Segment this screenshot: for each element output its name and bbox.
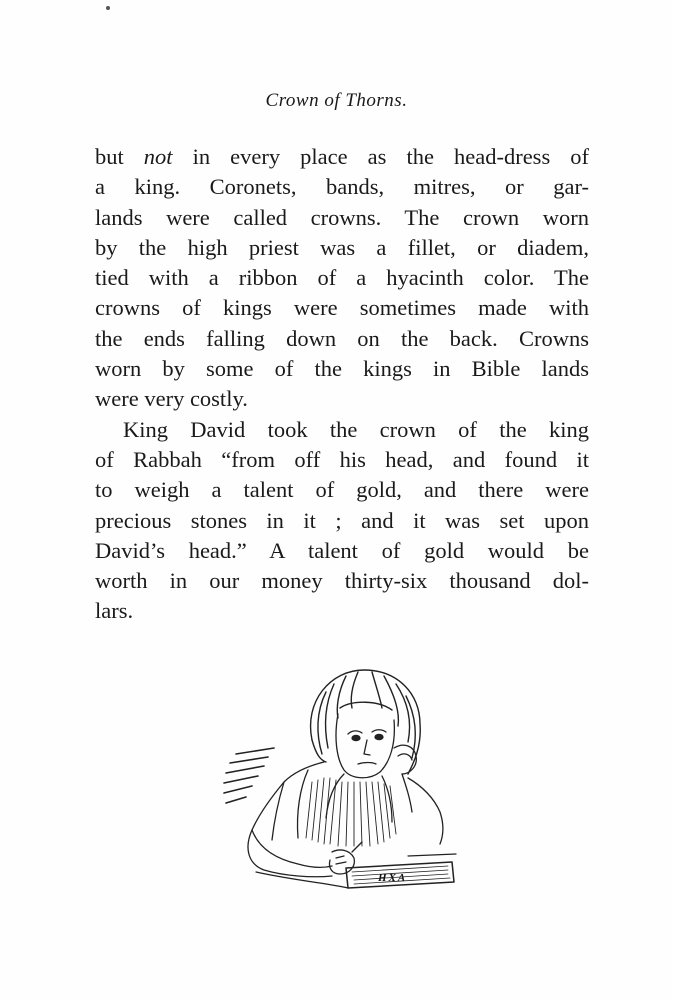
text-line: to weigh a talent of gold, and there were — [95, 477, 589, 503]
text-line: crowns of kings were sometimes made with — [95, 295, 589, 321]
motion-lines — [224, 748, 274, 803]
text-line: King David took the crown of the king — [123, 416, 589, 442]
printing-speck — [106, 6, 110, 10]
running-head: Crown of Thorns. — [265, 90, 408, 111]
text-line: by the high priest was a fillet, or diadem, — [95, 234, 589, 260]
arm-with-pencil — [252, 830, 362, 874]
text-line: but not in every place as the head-dress of — [95, 144, 589, 169]
slate-letters: HXA — [378, 872, 408, 884]
text-line: worth in our money thirty-six thousand dol- — [95, 568, 589, 594]
engraving-child-at-slate — [212, 662, 462, 894]
dress — [248, 762, 443, 877]
text-line: worn by some of the kings in Bible lands — [95, 356, 589, 382]
text-line: the ends falling down on the back. Crowns — [95, 325, 589, 351]
text-line: tied with a ribbon of a hyacinth color. The — [95, 265, 589, 291]
text-line: precious stones in it ; and it was set upon — [95, 507, 589, 533]
face — [336, 714, 394, 778]
text-line: a king. Coronets, bands, mitres, or gar- — [95, 174, 589, 200]
emphasis: not — [143, 144, 173, 169]
text-line: lands were called crowns. The crown worn — [95, 204, 589, 230]
text-line: lars. — [95, 598, 134, 624]
hair — [311, 670, 421, 774]
bodice-hatching — [306, 778, 396, 846]
body-text — [95, 142, 589, 627]
text-line: David’s head.” A talent of gold would be — [95, 537, 589, 563]
text-line: of Rabbah “from off his head, and found it — [95, 446, 589, 472]
text-line: were very costly. — [95, 386, 248, 412]
